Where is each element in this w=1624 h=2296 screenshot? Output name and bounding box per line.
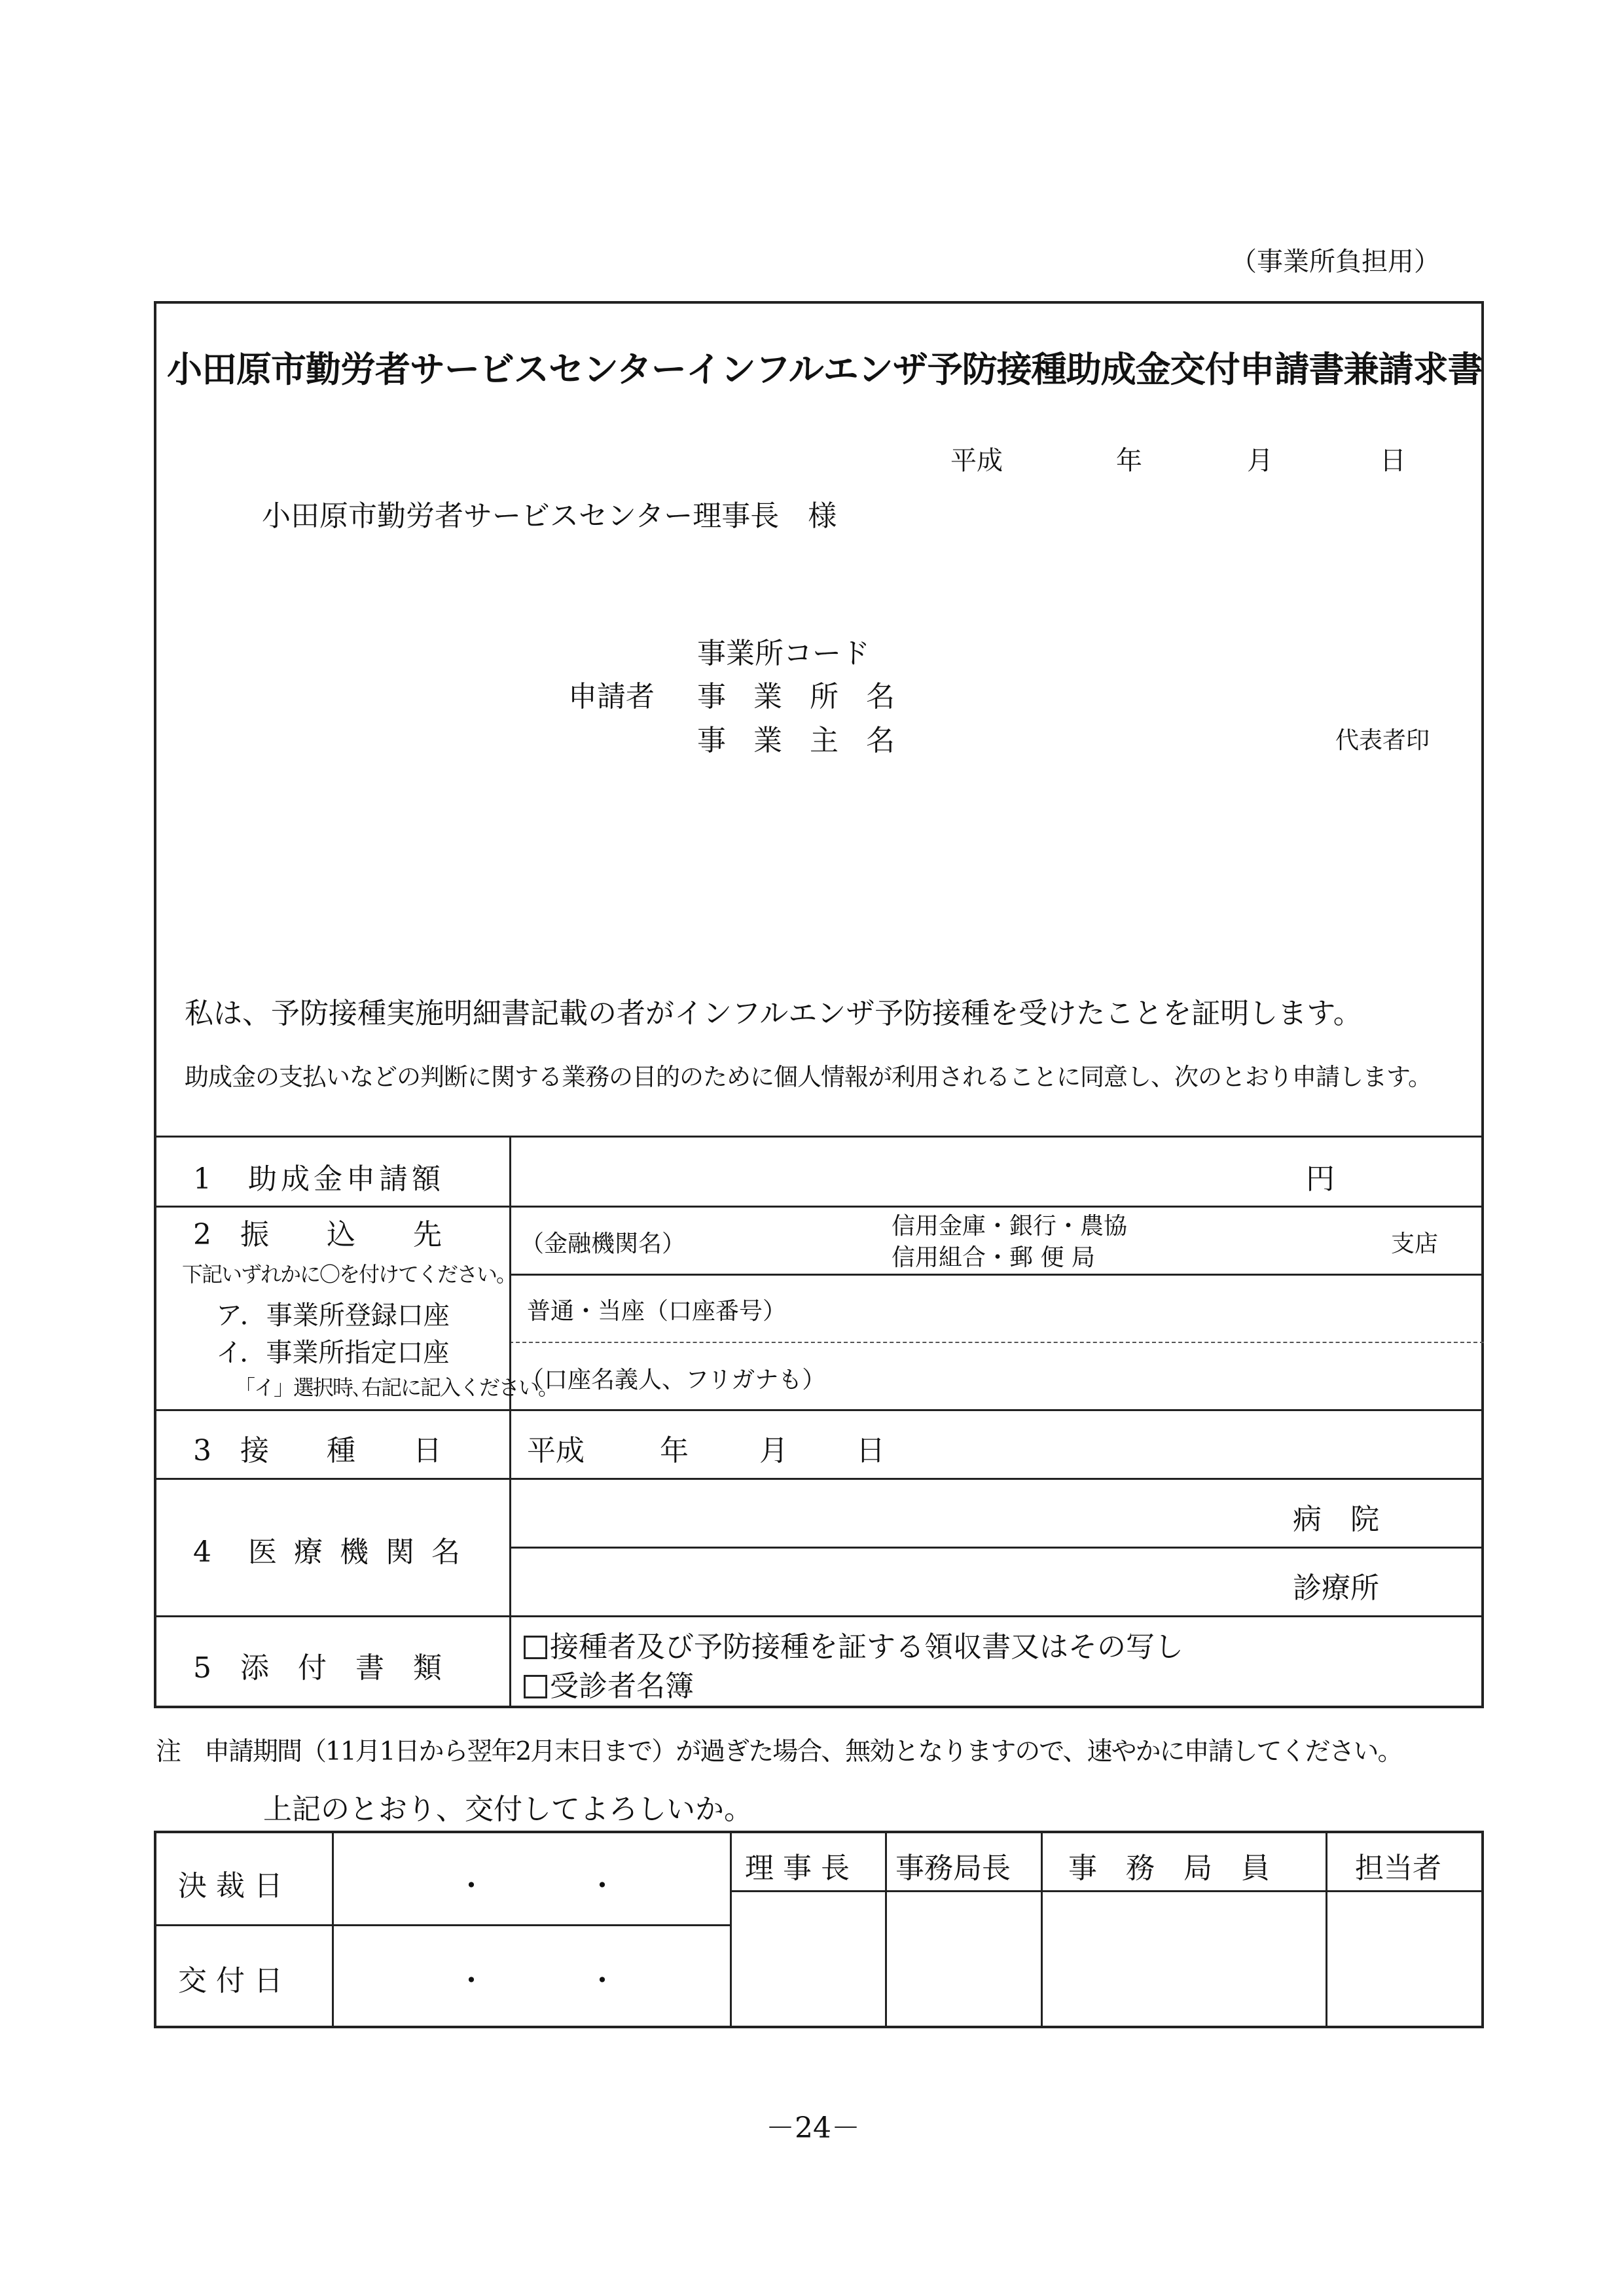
clinic-label: 診療所 xyxy=(1293,1571,1379,1605)
vaccination-date-era: 平成 xyxy=(527,1434,585,1467)
amount-label: 1 助成金申請額 xyxy=(193,1162,444,1196)
approval-prompt: 上記のとおり、交付してよろしいか。 xyxy=(263,1793,753,1826)
account-number-label: 普通・当座（口座番号） xyxy=(527,1298,787,1325)
yen-unit: 円 xyxy=(1306,1162,1335,1196)
attachment-receipt: 接種者及び予防接種を証する領収書又はその写し xyxy=(524,1623,1183,1665)
applicant-label: 申請者 xyxy=(568,680,655,713)
designated-account-note: 「イ」選択時､右記に記入ください。 xyxy=(234,1375,558,1400)
vaccination-year-label: 年 xyxy=(660,1434,689,1467)
bank-types-line2: 信用組合・郵 便 局 xyxy=(892,1244,1095,1271)
certification-statement: 私は、予防接種実施明細書記載の者がインフルエンザ予防接種を受けたことを証明します。 xyxy=(185,997,1362,1030)
person-in-charge-label: 担当者 xyxy=(1355,1852,1441,1885)
attachments-label: 5 添 付 書 類 xyxy=(193,1651,442,1685)
grant-date-label: 交 付 日 xyxy=(178,1964,283,1998)
bank-name-label: （金融機関名） xyxy=(520,1230,686,1257)
date-year-label: 年 xyxy=(1116,446,1142,476)
decision-date-dot-2: ・ xyxy=(588,1869,617,1903)
bank-types-line1: 信用金庫・銀行・農協 xyxy=(892,1213,1128,1240)
application-period-note: 注 申請期間（11月1日から翌年2月末日まで）が過ぎた場合、無効となりますので、速やかに申請してください。 xyxy=(156,1737,1402,1767)
grant-date-dot-1: ・ xyxy=(457,1964,486,1998)
transfer-label: 2 振 込 先 xyxy=(193,1218,442,1251)
branch-label: 支店 xyxy=(1391,1230,1439,1257)
transfer-select-note: 下記いずれかに〇を付けてください。 xyxy=(182,1262,516,1287)
vaccination-month-label: 月 xyxy=(759,1434,788,1467)
hospital-label: 病 院 xyxy=(1293,1503,1379,1536)
option-registered-account: ア．事業所登録口座 xyxy=(216,1300,450,1331)
vaccination-day-label: 日 xyxy=(856,1434,885,1467)
date-day-label: 日 xyxy=(1380,446,1406,476)
burden-note: （事業所負担用） xyxy=(1231,247,1440,277)
form-title: 小田原市勤労者サービスセンターインフルエンザ予防接種助成金交付申請書兼請求書 xyxy=(167,348,1483,390)
vaccination-date-label: 3 接 種 日 xyxy=(193,1434,442,1467)
page-number: －24－ xyxy=(766,2111,860,2145)
receipt-checkbox[interactable] xyxy=(524,1636,547,1659)
representative-seal: 代表者印 xyxy=(1335,727,1430,754)
owner-name-label: 事 業 主 名 xyxy=(697,724,904,757)
account-holder-label: （口座名義人、フリガナも） xyxy=(520,1367,826,1393)
addressee: 小田原市勤労者サービスセンター理事長 様 xyxy=(262,499,837,533)
chairman-label: 理 事 長 xyxy=(745,1852,850,1885)
grant-date-dot-2: ・ xyxy=(588,1964,617,1998)
decision-date-dot-1: ・ xyxy=(457,1869,486,1903)
director-label: 事務局長 xyxy=(895,1852,1011,1885)
medical-institution-label: 4 医 療 機 関 名 xyxy=(193,1535,464,1569)
attachment-roster: 受診者名簿 xyxy=(524,1662,694,1704)
consent-statement: 助成金の支払いなどの判断に関する業務の目的のために個人情報が利用されることに同意し、次のとおり申請します。 xyxy=(185,1063,1432,1091)
office-code-label: 事業所コード xyxy=(697,637,870,670)
date-month-label: 月 xyxy=(1247,446,1273,476)
decision-date-label: 決 裁 日 xyxy=(178,1869,283,1903)
office-name-label: 事 業 所 名 xyxy=(697,680,904,713)
date-era: 平成 xyxy=(950,446,1003,476)
roster-checkbox[interactable] xyxy=(524,1675,547,1698)
staff-label: 事 務 局 員 xyxy=(1068,1852,1270,1885)
option-designated-account: イ．事業所指定口座 xyxy=(216,1338,450,1368)
